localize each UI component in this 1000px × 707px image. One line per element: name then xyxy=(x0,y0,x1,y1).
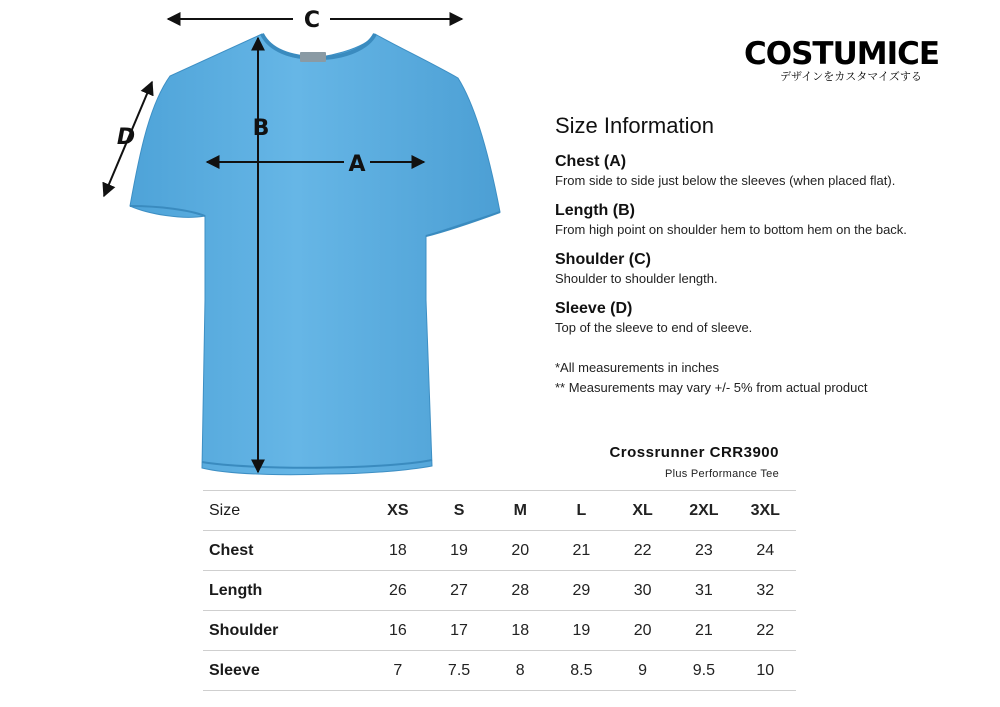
definition-heading: Length (B) xyxy=(555,202,635,219)
size-info-title: Size Information xyxy=(555,113,714,138)
table-cell: 22 xyxy=(612,531,673,571)
measure-a-label: A xyxy=(348,152,366,177)
table-cell: 7.5 xyxy=(428,651,489,691)
table-cell: 9.5 xyxy=(673,651,734,691)
definition-sleeve xyxy=(555,299,752,336)
table-cell: 17 xyxy=(428,611,489,651)
table-header-size: Size xyxy=(203,491,367,531)
definition-text: From side to side just below the sleeves (when placed flat). xyxy=(555,173,896,188)
note-variance: ** Measurements may vary +/- 5% from actual product xyxy=(555,380,868,395)
table-cell: 21 xyxy=(673,611,734,651)
table-cell: 23 xyxy=(673,531,734,571)
product-subtitle: Plus Performance Tee xyxy=(664,468,779,480)
table-header-cell: M xyxy=(490,491,551,531)
table-cell: 18 xyxy=(490,611,551,651)
table-cell: 9 xyxy=(612,651,673,691)
definition-text: Top of the sleeve to end of sleeve. xyxy=(555,320,753,335)
tshirt-diagram xyxy=(0,0,540,490)
definition-heading: Sleeve (D) xyxy=(555,300,633,317)
table-header-cell: XS xyxy=(367,491,428,531)
brand-logo-tagline: デザインをカスタマイズする xyxy=(780,70,922,83)
row-label: Length xyxy=(203,571,367,611)
definition-length xyxy=(555,201,907,238)
table-row xyxy=(203,651,796,691)
table-header-cell: XL xyxy=(612,491,673,531)
row-label: Sleeve xyxy=(203,651,367,691)
table-row xyxy=(203,571,796,611)
table-cell: 10 xyxy=(735,651,796,691)
table-cell: 22 xyxy=(735,611,796,651)
definition-heading: Chest (A) xyxy=(555,153,627,170)
row-label: Chest xyxy=(203,531,367,571)
definition-chest xyxy=(555,152,895,189)
table-cell: 8 xyxy=(490,651,551,691)
table-cell: 31 xyxy=(673,571,734,611)
table-cell: 28 xyxy=(490,571,551,611)
table-row xyxy=(203,531,796,571)
table-cell: 27 xyxy=(428,571,489,611)
row-label: Shoulder xyxy=(203,611,367,651)
table-header-cell: 3XL xyxy=(735,491,796,531)
table-cell: 29 xyxy=(551,571,612,611)
size-chart-table xyxy=(203,490,796,691)
product-name: Crossrunner CRR3900 xyxy=(609,444,779,461)
brand-logo-name: COSTUMICE xyxy=(744,36,940,72)
definition-heading: Shoulder (C) xyxy=(555,251,651,268)
table-header-cell: 2XL xyxy=(673,491,734,531)
table-cell: 20 xyxy=(612,611,673,651)
table-header-cell: S xyxy=(428,491,489,531)
table-cell: 30 xyxy=(612,571,673,611)
note-units: *All measurements in inches xyxy=(555,360,720,375)
table-header-row xyxy=(203,491,796,531)
definition-shoulder xyxy=(555,250,718,287)
measure-b-label: B xyxy=(252,116,270,141)
table-cell: 16 xyxy=(367,611,428,651)
table-cell: 20 xyxy=(490,531,551,571)
table-cell: 7 xyxy=(367,651,428,691)
table-cell: 24 xyxy=(735,531,796,571)
table-row xyxy=(203,611,796,651)
definition-text: From high point on shoulder hem to bottom hem on the back. xyxy=(555,222,907,237)
brand-logo xyxy=(744,36,940,84)
tshirt-shape xyxy=(130,34,500,475)
table-cell: 26 xyxy=(367,571,428,611)
table-cell: 19 xyxy=(428,531,489,571)
measure-c-label: C xyxy=(303,8,321,33)
table-cell: 19 xyxy=(551,611,612,651)
table-cell: 8.5 xyxy=(551,651,612,691)
table-header-cell: L xyxy=(551,491,612,531)
table-cell: 32 xyxy=(735,571,796,611)
table-cell: 21 xyxy=(551,531,612,571)
table-cell: 18 xyxy=(367,531,428,571)
measure-d-label: D xyxy=(116,125,136,150)
definition-text: Shoulder to shoulder length. xyxy=(555,271,718,286)
